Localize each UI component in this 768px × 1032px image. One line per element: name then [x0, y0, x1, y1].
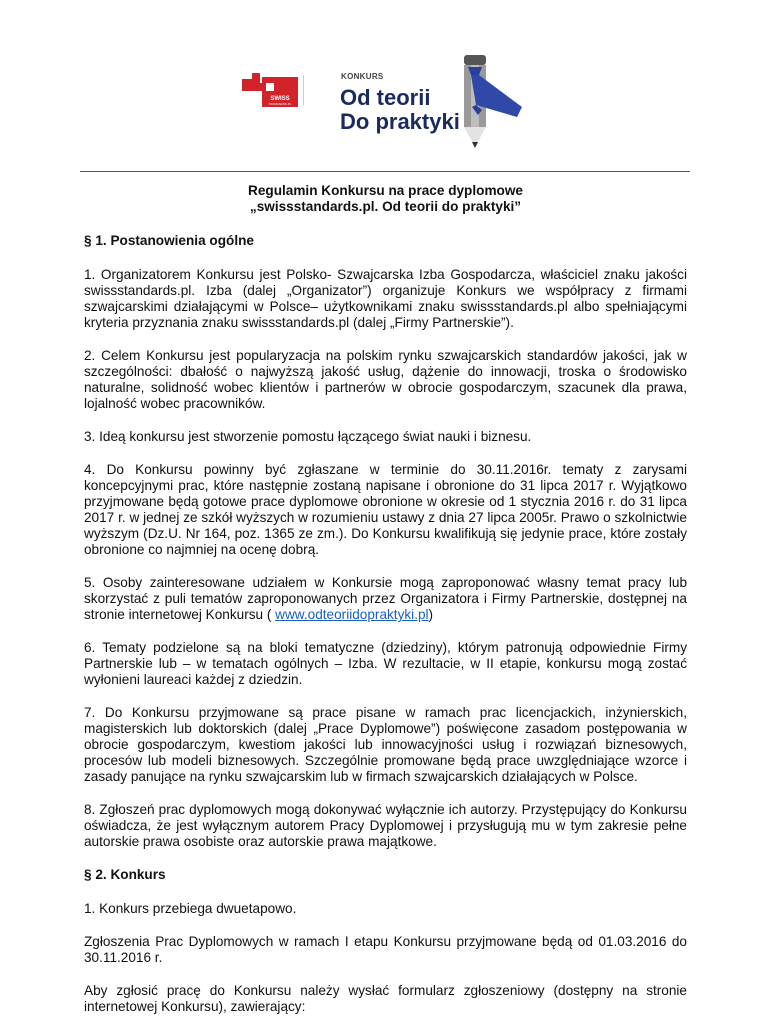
svg-text:SWISS: SWISS — [270, 96, 290, 102]
document-body — [84, 183, 687, 1032]
paragraph: 8. Zgłoszeń prac dyplomowych mogą dokonywać wyłącznie ich autorzy. Przystępujący do Konkursu oświadcza, że jest wyłącznym autorem Pracy Dyplomowej i przysługują mu w tym zakresie pełne autorskie prawa osobiste oraz autorskie prawa majątkowe. — [84, 802, 687, 849]
paragraph-text: ) — [428, 607, 434, 622]
svg-text:STANDARDS.PL: STANDARDS.PL — [268, 102, 292, 106]
brand-line-2: Do praktyki — [340, 109, 460, 134]
pencil-tie-icon — [462, 55, 532, 155]
paragraph: Aby zgłosić pracę do Konkursu należy wysłać formularz zgłoszeniowy (dostępny na stronie internetowej Konkursu), zawierający: — [84, 983, 687, 1014]
konkurs-label: KONKURS — [341, 72, 384, 81]
paragraph: 6. Tematy podzielone są na bloki tematyczne (dziedziny), którym patronują odpowiednie Firmy Partnerskie lub – w tematach ogólnych – Izba. W rezultacie, w II etapie, konkursu mogą zostać wyłonieni laureaci każdej z dziedzin. — [84, 640, 687, 687]
paragraph: 4. Do Konkursu powinny być zgłaszane w terminie do 30.11.2016r. tematy z zarysami koncepcyjnymi prac, które następnie zostaną napisane i obronione do 31 lipca 2017 r. Wyjątkowo przyjmowane będą gotowe prace dyplomowe obronione w okresie od 1 stycznia 2016 r. do 31 lipca 2017 r. w jednej ze szkół wyższych w rozumieniu ustawy z dnia 27 lipca 2005r. Prawo o szkolnictwie wyższym (Dz.U. Nr 164, poz. 1365 ze zm.). Do Konkursu kwalifikują się jedynie prace, które zostały obronione co najmniej na ocenę dobrą. — [84, 462, 687, 557]
paragraph: 2. Celem Konkursu jest popularyzacja na polskim rynku szwajcarskich standardów jakości, jak w szczególności: dbałość o najwyższą jakość usług, dążenie do innowacji, troska o środowisko naturalne, solidność wobec klientów i partnerów w obrocie gospodarczym, szacunek dla prawa, lojalność wobec pracowników. — [84, 348, 687, 411]
paragraph: 3. Ideą konkursu jest stworzenie pomostu łączącego świat nauki i biznesu. — [84, 429, 532, 444]
paragraph: 1. Organizatorem Konkursu jest Polsko- Szwajcarska Izba Gospodarcza, właściciel znaku jakości swissstandards.pl. Izba (dalej „Organizator”) organizuje Konkurs we współpracy z firmami szwajcarskimi działającymi w Polsce– użytkownikami znaku swissstandards.pl albo spełniającymi kryteria przyznania znaku swissstandards.pl (dalej „Firmy Partnerskie”). — [84, 267, 687, 330]
swissstandards-logo — [242, 73, 302, 113]
paragraph: 1. Konkurs przebiega dwuetapowo. — [84, 901, 297, 916]
paragraph — [84, 575, 687, 623]
paragraph-text: 5. Osoby zainteresowane udziałem w Konkursie mogą zaproponować własny temat pracy lub skorzystać z puli tematów zaproponowanych przez Organizatora i Firmy Partnerskie, dostępnej na stronie internetowej Konkursu ( — [84, 575, 687, 622]
contest-website-link[interactable]: www.odteoriidopraktyki.pl — [275, 607, 429, 622]
brand-line-1: Od teorii — [340, 85, 431, 110]
header-rule — [80, 171, 690, 172]
section-2-heading: § 2. Konkurs — [84, 867, 166, 882]
document-title — [84, 183, 687, 215]
document-header — [0, 0, 768, 172]
paragraph: 7. Do Konkursu przyjmowane są prace pisane w ramach prac licencjackich, inżynierskich, magisterskich lub doktorskich (dalej „Prace Dyplomowe”) poświęcone zasadom postępowania w obrocie gospodarczym, kwestiom jakości lub innowacyjności usług i rozwiązań biznesowych, procesów lub modeli biznesowych. Szczególnie promowane będą prace uwzględniające wzorce i zasady panujące na rynku szwajcarskim lub w firmach szwajcarskich działających w Polsce. — [84, 705, 687, 784]
section-1-heading: § 1. Postanowienia ogólne — [84, 233, 254, 248]
title-line-1: Regulamin Konkursu na prace dyplomowe — [248, 183, 523, 198]
paragraph: Zgłoszenia Prac Dyplomowych w ramach I etapu Konkursu przyjmowane będą od 01.03.2016 do 30.11.2016 r. — [84, 934, 687, 965]
title-line-2: „swissstandards.pl. Od teorii do praktyki” — [249, 199, 522, 214]
logo-divider — [303, 75, 304, 105]
contest-brand — [340, 86, 460, 134]
